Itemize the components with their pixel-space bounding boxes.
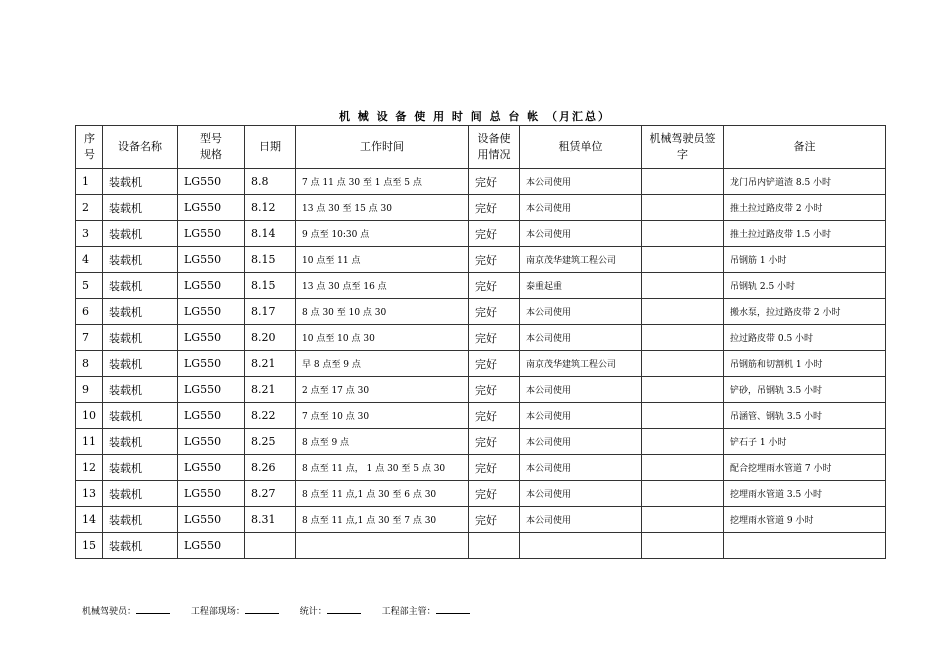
cell-equipment-name: 装载机 [103, 507, 178, 533]
cell-note: 吊钢轨 2.5 小时 [724, 273, 886, 299]
cell-lessee: 南京茂华建筑工程公司 [520, 351, 642, 377]
cell-status: 完好 [469, 377, 520, 403]
cell-model: LG550 [178, 221, 245, 247]
cell-driver-signature [642, 169, 724, 195]
cell-date: 8.25 [245, 429, 296, 455]
table-row [76, 507, 886, 533]
cell-seq: 14 [76, 507, 103, 533]
cell-model: LG550 [178, 325, 245, 351]
cell-lessee: 本公司使用 [520, 481, 642, 507]
cell-equipment-name: 装载机 [103, 377, 178, 403]
cell-seq: 15 [76, 533, 103, 559]
col-header-lessee: 租赁单位 [520, 126, 642, 169]
cell-note: 吊钢筋和切割机 1 小时 [724, 351, 886, 377]
cell-status: 完好 [469, 325, 520, 351]
cell-driver-signature [642, 507, 724, 533]
cell-seq: 11 [76, 429, 103, 455]
cell-driver-signature [642, 481, 724, 507]
cell-note [724, 533, 886, 559]
cell-model: LG550 [178, 351, 245, 377]
cell-equipment-name: 装载机 [103, 221, 178, 247]
cell-model: LG550 [178, 273, 245, 299]
cell-driver-signature [642, 273, 724, 299]
cell-work-time: 10 点至 11 点 [296, 247, 469, 273]
cell-driver-signature [642, 351, 724, 377]
cell-lessee: 本公司使用 [520, 195, 642, 221]
cell-status: 完好 [469, 247, 520, 273]
cell-work-time: 13 点 30 点至 16 点 [296, 273, 469, 299]
cell-driver-signature [642, 455, 724, 481]
cell-note: 搬水泵，拉过路皮带 2 小时 [724, 299, 886, 325]
cell-equipment-name: 装载机 [103, 429, 178, 455]
table-row [76, 325, 886, 351]
cell-note: 挖埋雨水管道 3.5 小时 [724, 481, 886, 507]
cell-driver-signature [642, 247, 724, 273]
cell-driver-signature [642, 429, 724, 455]
cell-model: LG550 [178, 403, 245, 429]
cell-driver-signature [642, 533, 724, 559]
cell-seq: 5 [76, 273, 103, 299]
cell-equipment-name: 装载机 [103, 481, 178, 507]
cell-model: LG550 [178, 429, 245, 455]
signature-footer [82, 604, 488, 617]
cell-seq: 12 [76, 455, 103, 481]
table-row [76, 533, 886, 559]
footer-stats-label: 统计： [299, 607, 327, 617]
cell-lessee: 本公司使用 [520, 455, 642, 481]
cell-seq: 6 [76, 299, 103, 325]
cell-lessee: 泰重起重 [520, 273, 642, 299]
stats-signature-line [327, 605, 361, 614]
cell-seq: 13 [76, 481, 103, 507]
cell-work-time: 9 点至 10:30 点 [296, 221, 469, 247]
cell-status [469, 533, 520, 559]
cell-lessee: 本公司使用 [520, 377, 642, 403]
cell-status: 完好 [469, 273, 520, 299]
cell-status: 完好 [469, 351, 520, 377]
cell-date: 8.12 [245, 195, 296, 221]
cell-status: 完好 [469, 221, 520, 247]
site-signature-line [245, 605, 279, 614]
cell-status: 完好 [469, 195, 520, 221]
footer-driver-label: 机械驾驶员： [82, 607, 137, 617]
cell-date: 8.14 [245, 221, 296, 247]
cell-date: 8.17 [245, 299, 296, 325]
cell-model: LG550 [178, 247, 245, 273]
driver-signature-line [136, 605, 170, 614]
cell-work-time: 早 8 点至 9 点 [296, 351, 469, 377]
cell-model: LG550 [178, 455, 245, 481]
cell-date [245, 533, 296, 559]
cell-status: 完好 [469, 169, 520, 195]
cell-note: 吊钢筋 1 小时 [724, 247, 886, 273]
table-row [76, 351, 886, 377]
cell-equipment-name: 装载机 [103, 247, 178, 273]
cell-date: 8.21 [245, 351, 296, 377]
cell-work-time: 8 点至 11 点,1 点 30 至 7 点 30 [296, 507, 469, 533]
cell-date: 8.8 [245, 169, 296, 195]
cell-lessee: 本公司使用 [520, 507, 642, 533]
cell-driver-signature [642, 221, 724, 247]
cell-model: LG550 [178, 195, 245, 221]
cell-note: 推土拉过路皮带 1.5 小时 [724, 221, 886, 247]
cell-equipment-name: 装载机 [103, 533, 178, 559]
table-row [76, 273, 886, 299]
cell-work-time: 7 点至 10 点 30 [296, 403, 469, 429]
cell-equipment-name: 装载机 [103, 325, 178, 351]
cell-date: 8.27 [245, 481, 296, 507]
col-header-time: 工作时间 [296, 126, 469, 169]
cell-work-time: 7 点 11 点 30 至 1 点至 5 点 [296, 169, 469, 195]
footer-site-label: 工程部现场： [190, 607, 245, 617]
cell-date: 8.20 [245, 325, 296, 351]
cell-model: LG550 [178, 507, 245, 533]
cell-note: 铲石子 1 小时 [724, 429, 886, 455]
cell-model: LG550 [178, 533, 245, 559]
cell-lessee: 本公司使用 [520, 403, 642, 429]
page-title: 机 械 设 备 使 用 时 间 总 台 帐 （月汇总） [338, 110, 612, 123]
cell-note: 挖埋雨水管道 9 小时 [724, 507, 886, 533]
cell-date: 8.15 [245, 273, 296, 299]
cell-equipment-name: 装载机 [103, 351, 178, 377]
cell-date: 8.22 [245, 403, 296, 429]
cell-driver-signature [642, 325, 724, 351]
cell-model: LG550 [178, 481, 245, 507]
col-header-status: 设备使用情况 [469, 126, 520, 169]
cell-work-time: 13 点 30 至 15 点 30 [296, 195, 469, 221]
cell-model: LG550 [178, 299, 245, 325]
cell-note: 铲砂，吊钢轨 3.5 小时 [724, 377, 886, 403]
cell-driver-signature [642, 377, 724, 403]
cell-equipment-name: 装载机 [103, 273, 178, 299]
table-row [76, 247, 886, 273]
header-row [76, 126, 886, 169]
col-header-name: 设备名称 [103, 126, 178, 169]
cell-date: 8.26 [245, 455, 296, 481]
table-row [76, 221, 886, 247]
cell-driver-signature [642, 299, 724, 325]
cell-seq: 1 [76, 169, 103, 195]
cell-model: LG550 [178, 169, 245, 195]
cell-seq: 3 [76, 221, 103, 247]
table-row [76, 299, 886, 325]
table-row [76, 481, 886, 507]
cell-lessee: 南京茂华建筑工程公司 [520, 247, 642, 273]
equipment-ledger-table [75, 125, 886, 559]
table-row [76, 403, 886, 429]
cell-status: 完好 [469, 429, 520, 455]
cell-seq: 8 [76, 351, 103, 377]
cell-equipment-name: 装载机 [103, 169, 178, 195]
col-header-seq: 序号 [76, 126, 103, 169]
cell-lessee: 本公司使用 [520, 221, 642, 247]
cell-lessee: 本公司使用 [520, 325, 642, 351]
cell-seq: 10 [76, 403, 103, 429]
cell-driver-signature [642, 195, 724, 221]
cell-date: 8.15 [245, 247, 296, 273]
cell-seq: 9 [76, 377, 103, 403]
cell-seq: 4 [76, 247, 103, 273]
col-header-date: 日期 [245, 126, 296, 169]
cell-work-time: 8 点至 11 点,1 点 30 至 6 点 30 [296, 481, 469, 507]
cell-work-time: 8 点至 9 点 [296, 429, 469, 455]
cell-driver-signature [642, 403, 724, 429]
table-row [76, 455, 886, 481]
table-row [76, 195, 886, 221]
cell-lessee [520, 533, 642, 559]
cell-lessee: 本公司使用 [520, 429, 642, 455]
cell-work-time: 8 点 30 至 10 点 30 [296, 299, 469, 325]
cell-work-time: 8 点至 11 点， 1 点 30 至 5 点 30 [296, 455, 469, 481]
manager-signature-line [436, 605, 470, 614]
cell-status: 完好 [469, 299, 520, 325]
cell-equipment-name: 装载机 [103, 403, 178, 429]
cell-status: 完好 [469, 507, 520, 533]
cell-note: 推土拉过路皮带 2 小时 [724, 195, 886, 221]
cell-seq: 7 [76, 325, 103, 351]
cell-status: 完好 [469, 481, 520, 507]
cell-note: 拉过路皮带 0.5 小时 [724, 325, 886, 351]
cell-equipment-name: 装载机 [103, 455, 178, 481]
cell-lessee: 本公司使用 [520, 299, 642, 325]
cell-note: 吊涵管、钢轨 3.5 小时 [724, 403, 886, 429]
cell-equipment-name: 装载机 [103, 195, 178, 221]
cell-date: 8.31 [245, 507, 296, 533]
col-header-note: 备注 [724, 126, 886, 169]
cell-work-time [296, 533, 469, 559]
table-row [76, 377, 886, 403]
cell-status: 完好 [469, 455, 520, 481]
cell-work-time: 2 点至 17 点 30 [296, 377, 469, 403]
cell-equipment-name: 装载机 [103, 299, 178, 325]
cell-date: 8.21 [245, 377, 296, 403]
col-header-driver: 机械驾驶员签字 [642, 126, 724, 169]
cell-seq: 2 [76, 195, 103, 221]
cell-note: 龙门吊内铲道渣 8.5 小时 [724, 169, 886, 195]
footer-manager-label: 工程部主管： [381, 607, 436, 617]
cell-lessee: 本公司使用 [520, 169, 642, 195]
col-header-model: 型号规格 [178, 126, 245, 169]
cell-status: 完好 [469, 403, 520, 429]
cell-work-time: 10 点至 10 点 30 [296, 325, 469, 351]
table-row [76, 429, 886, 455]
cell-note: 配合挖埋雨水管道 7 小时 [724, 455, 886, 481]
cell-model: LG550 [178, 377, 245, 403]
table-row [76, 169, 886, 195]
